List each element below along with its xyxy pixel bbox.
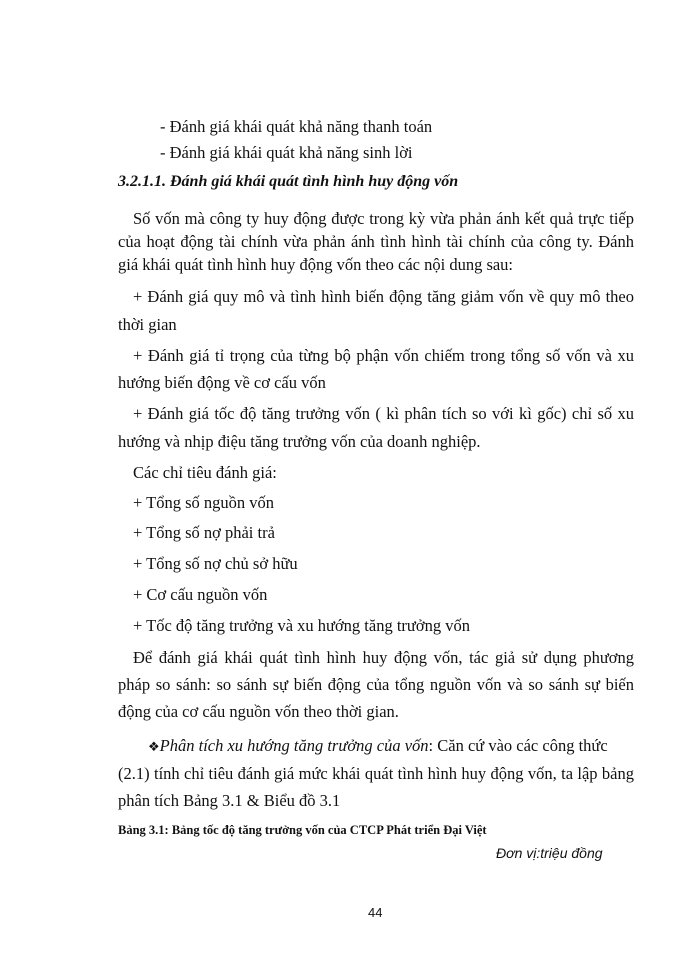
analysis-line1-rest: : Căn cứ vào các công thức [428, 736, 608, 755]
para1-line2: của hoạt động tài chính vừa phản ánh tình hình tài chính của công ty. Đánh [118, 232, 634, 251]
item-growth-line2: hướng và nhịp điệu tăng trưởng vốn của doanh nghiệp. [118, 432, 481, 451]
section-heading: 3.2.1.1. Đánh giá khái quát tình hình huy động vốn [118, 173, 459, 190]
bullet-liquidity: - Đánh giá khái quát khả năng thanh toán [160, 117, 433, 136]
para1-line1: Số vốn mà công ty huy động được trong kỳ vừa phản ánh kết quả trực tiếp [133, 209, 634, 228]
analysis-line3: phân tích Bảng 3.1 & Biểu đồ 3.1 [118, 791, 341, 810]
criteria-item: + Cơ cấu nguồn vốn [133, 585, 268, 604]
item-scale-line2: thời gian [118, 315, 177, 334]
bullet-profitability: - Đánh giá khái quát khả năng sinh lời [160, 143, 413, 162]
table-caption: Bảng 3.1: Bảng tốc độ tăng trưởng vốn của CTCP Phát triển Đại Việt [118, 823, 487, 837]
unit-label: Đơn vị:triệu đồng [496, 845, 603, 861]
para2-line2: pháp so sánh: so sánh sự biến động của tổng nguồn vốn và so sánh sự biến [118, 675, 634, 694]
criteria-item: + Tổng số nợ chủ sở hữu [133, 554, 298, 573]
analysis-label: Phân tích xu hướng tăng trưởng của vốn [159, 736, 429, 755]
item-scale-line1: + Đánh giá quy mô và tình hình biến động tăng giảm vốn về quy mô theo [133, 287, 634, 306]
item-proportion-line2: hướng biến động về cơ cấu vốn [118, 373, 326, 392]
criteria-item: + Tổng số nguồn vốn [133, 493, 275, 512]
item-proportion-line1: + Đánh giá tỉ trọng của từng bộ phận vốn chiếm trong tổng số vốn và xu [133, 346, 634, 365]
diamond-bullet-icon: ❖ [148, 740, 160, 755]
criteria-item: + Tổng số nợ phải trả [133, 523, 275, 542]
criteria-item: + Tốc độ tăng trưởng và xu hướng tăng trưởng vốn [133, 616, 470, 635]
para2-line3: động của cơ cấu nguồn vốn theo thời gian. [118, 702, 399, 721]
criteria-title: Các chỉ tiêu đánh giá: [133, 463, 277, 482]
item-growth-line1: + Đánh giá tốc độ tăng trưởng vốn ( kì phân tích so với kì gốc) chỉ số xu [133, 404, 634, 423]
analysis-line1 [148, 736, 608, 758]
page-number: 44 [368, 905, 383, 920]
para2-line1: Để đánh giá khái quát tình hình huy động vốn, tác giả sử dụng phương [133, 648, 634, 667]
analysis-line2: (2.1) tính chỉ tiêu đánh giá mức khái quát tình hình huy động vốn, ta lập bảng [118, 764, 634, 783]
para1-line3: giá khái quát tình hình huy động vốn theo các nội dung sau: [118, 255, 514, 274]
